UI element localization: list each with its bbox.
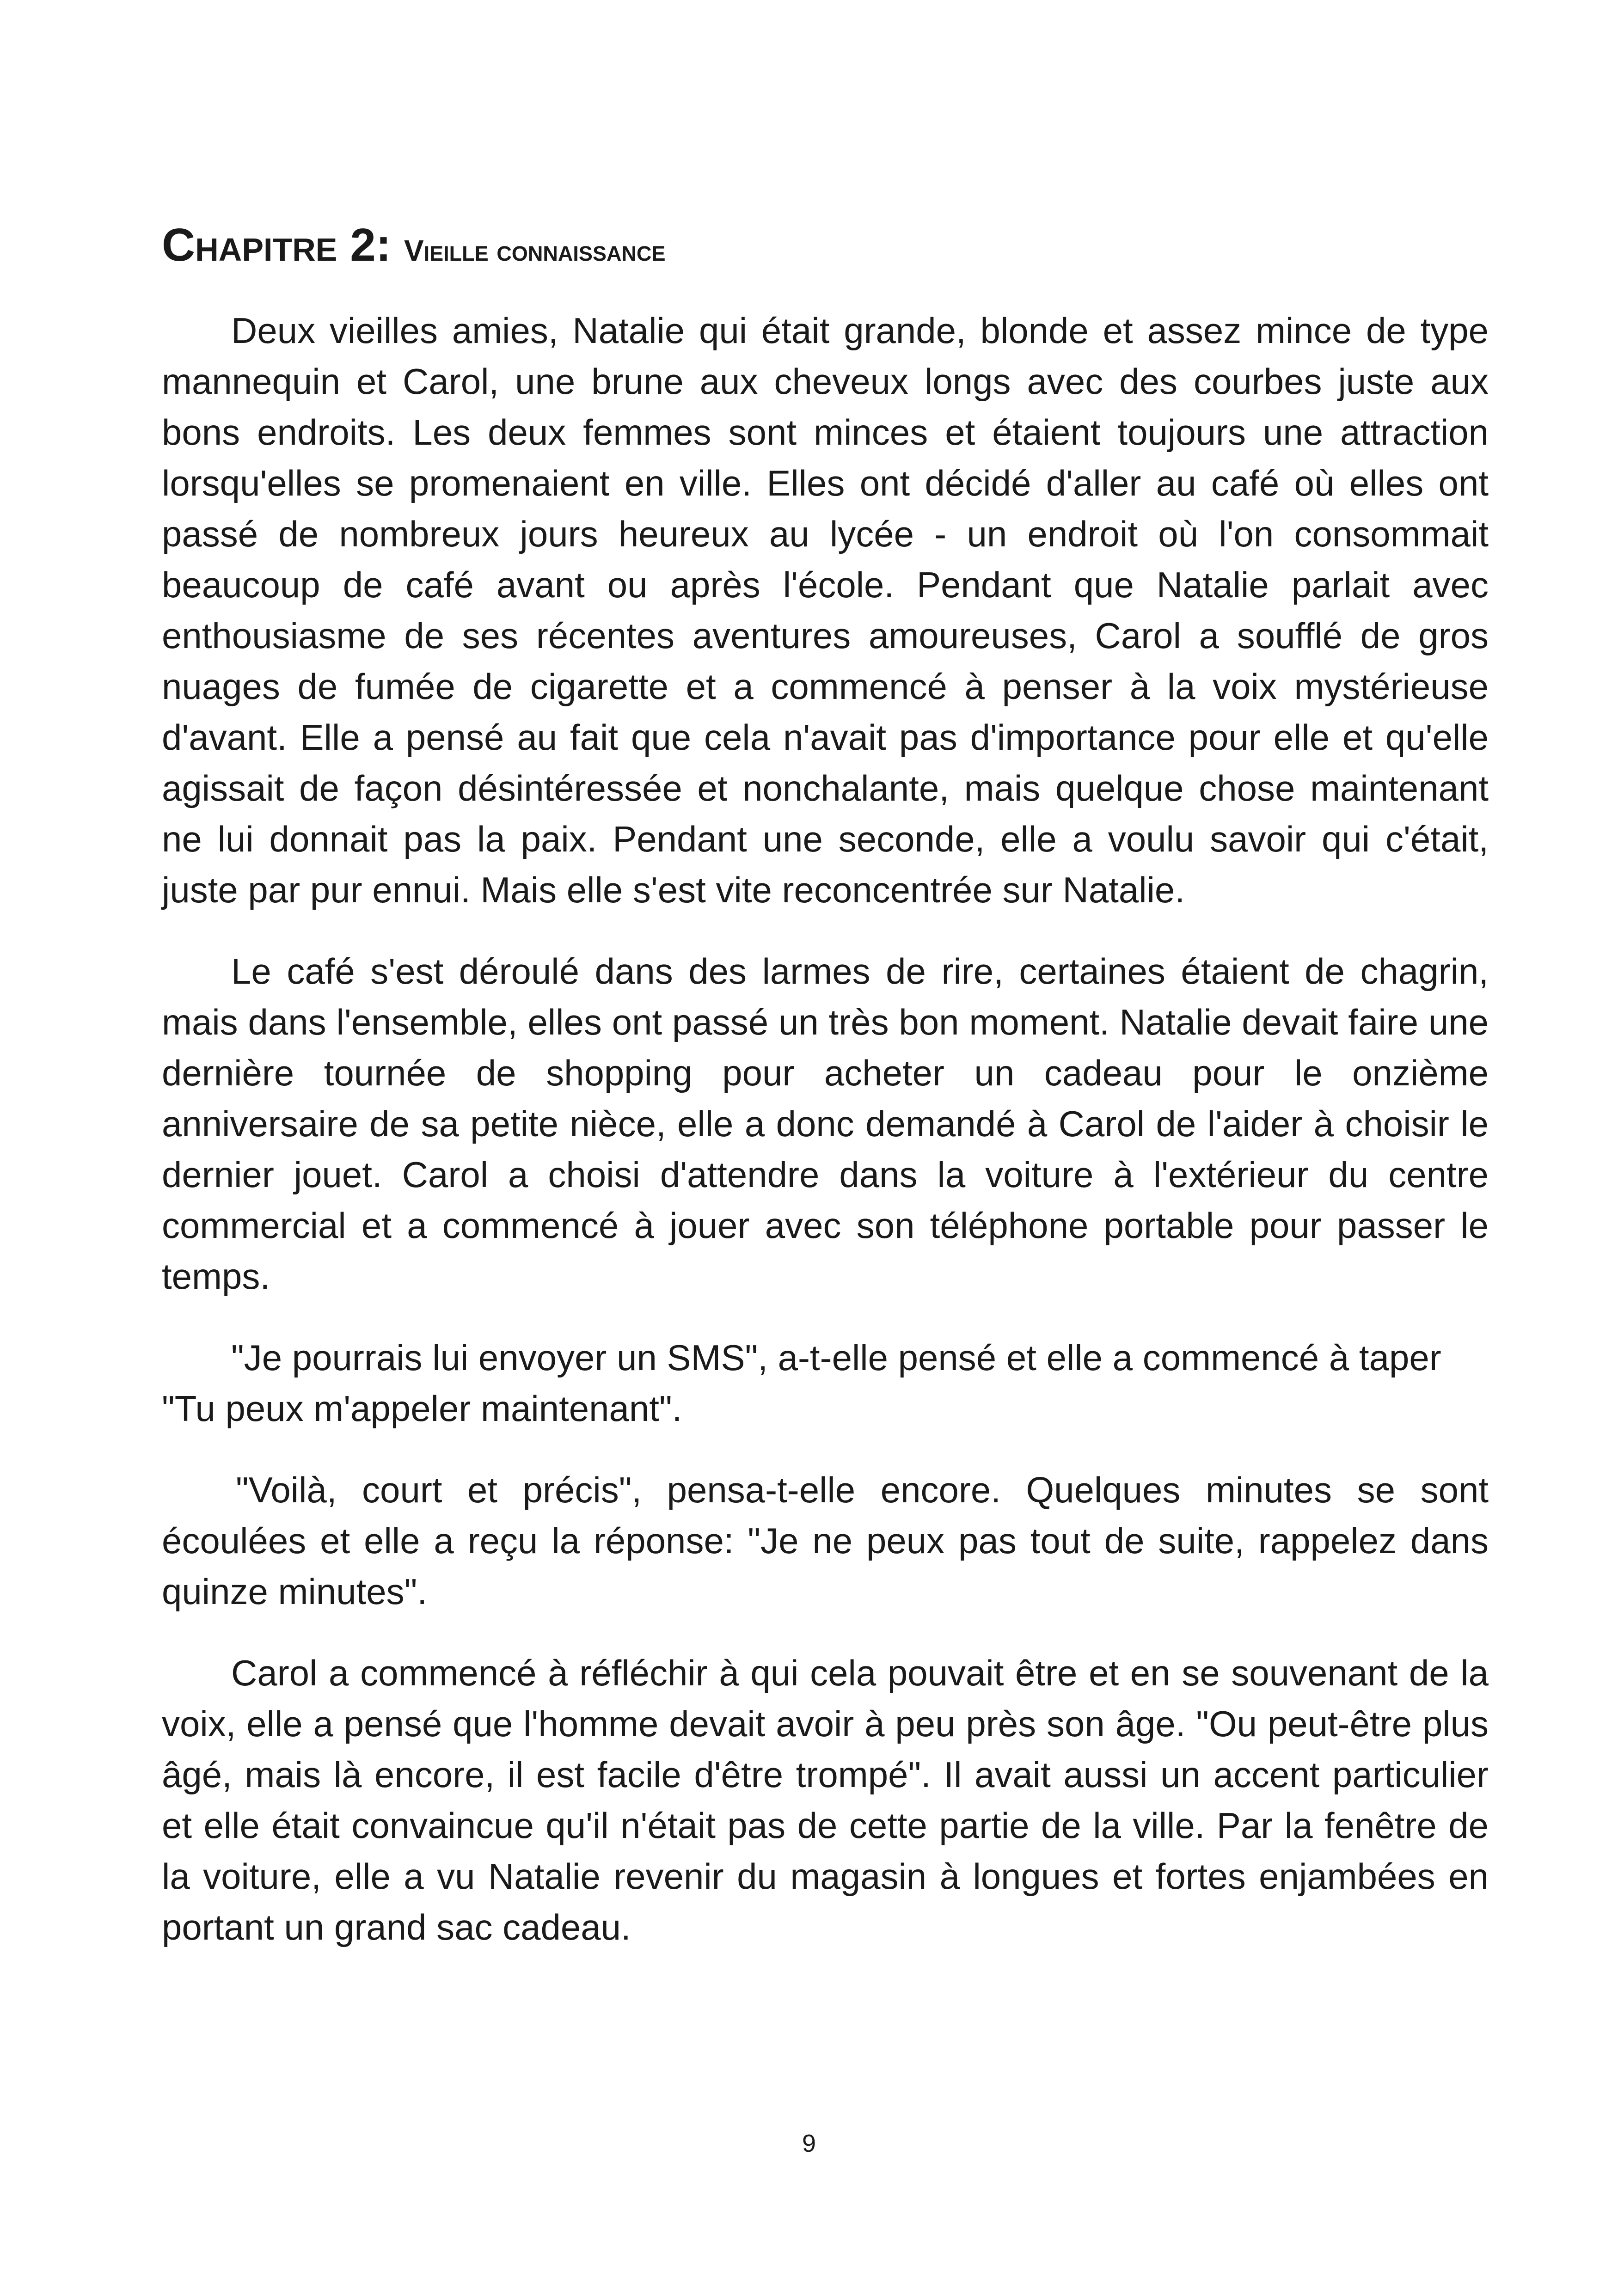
paragraph-1: Deux vieilles amies, Natalie qui était grande, blonde et assez mince de type mannequin et Carol, une brune aux cheveux longs avec des courbes juste aux bons endroits. Les deux femmes sont minces et étaient toujours une attraction lorsqu'elles se promenaient en ville. Elles ont décidé d'aller au café où elles ont passé de nombreux jours heureux au lycée - un endroit où l'on consommait beaucoup de café avant ou après l'école. Pendant que Natalie parlait avec enthousiasme de ses récentes aventures amoureuses, Carol a soufflé de gros nuages de fumée de cigarette et a commencé à penser à la voix mystérieuse d'avant. Elle a pensé au fait que cela n'avait pas d'importance pour elle et qu'elle agissait de façon désintéressée et nonchalante, mais quelque chose maintenant ne lui donnait pas la paix. Pendant une seconde, elle a voulu savoir qui c'était, juste par pur ennui. Mais elle s'est vite reconcentrée sur Natalie. — [162, 310, 1489, 910]
paragraph-5: Carol a commencé à réfléchir à qui cela pouvait être et en se souvenant de la voix, elle a pensé que l'homme devait avoir à peu près son âge. "Ou peut-être plus âgé, mais là encore, il est facile d'être trompé". Il avait aussi un accent particulier et elle était convaincue qu'il n'était pas de cette partie de la ville. Par la fenêtre de la voiture, elle a vu Natalie revenir du magasin à longues et fortes enjambées en portant un grand sac cadeau. — [162, 1653, 1489, 1947]
chapter-title-number: Chapitre 2 — [162, 219, 376, 271]
page-number: 9 — [802, 2130, 816, 2157]
paragraph-2: Le café s'est déroulé dans des larmes de rire, certaines étaient de chagrin, mais dans l'ensemble, elles ont passé un très bon moment. Natalie devait faire une dernière tournée de shopping pour acheter un cadeau pour le onzième anniversaire de sa petite nièce, elle a donc demandé à Carol de l'aider à choisir le dernier jouet. Carol a choisi d'attendre dans la voiture à l'extérieur du centre commercial et a commencé à jouer avec son téléphone portable pour passer le temps. — [162, 951, 1489, 1297]
paragraph-4: "Voilà, court et précis", pensa-t-elle encore. Quelques minutes se sont écoulées et elle a reçu la réponse: "Je ne peux pas tout de suite, rappelez dans quinze minutes". — [162, 1469, 1489, 1612]
paragraph-3-line-2: "Tu peux m'appeler maintenant". — [162, 1388, 682, 1429]
paragraph-3-line-1: "Je pourrais lui envoyer un SMS", a-t-elle pensé et elle a commencé à taper — [231, 1337, 1441, 1378]
chapter-title-separator: : — [375, 219, 404, 271]
chapter-title-name: Vieille connaissance — [404, 234, 666, 267]
paragraph-3 — [162, 1332, 1489, 1434]
page-content — [162, 217, 1489, 1983]
chapter-title — [162, 217, 1489, 273]
